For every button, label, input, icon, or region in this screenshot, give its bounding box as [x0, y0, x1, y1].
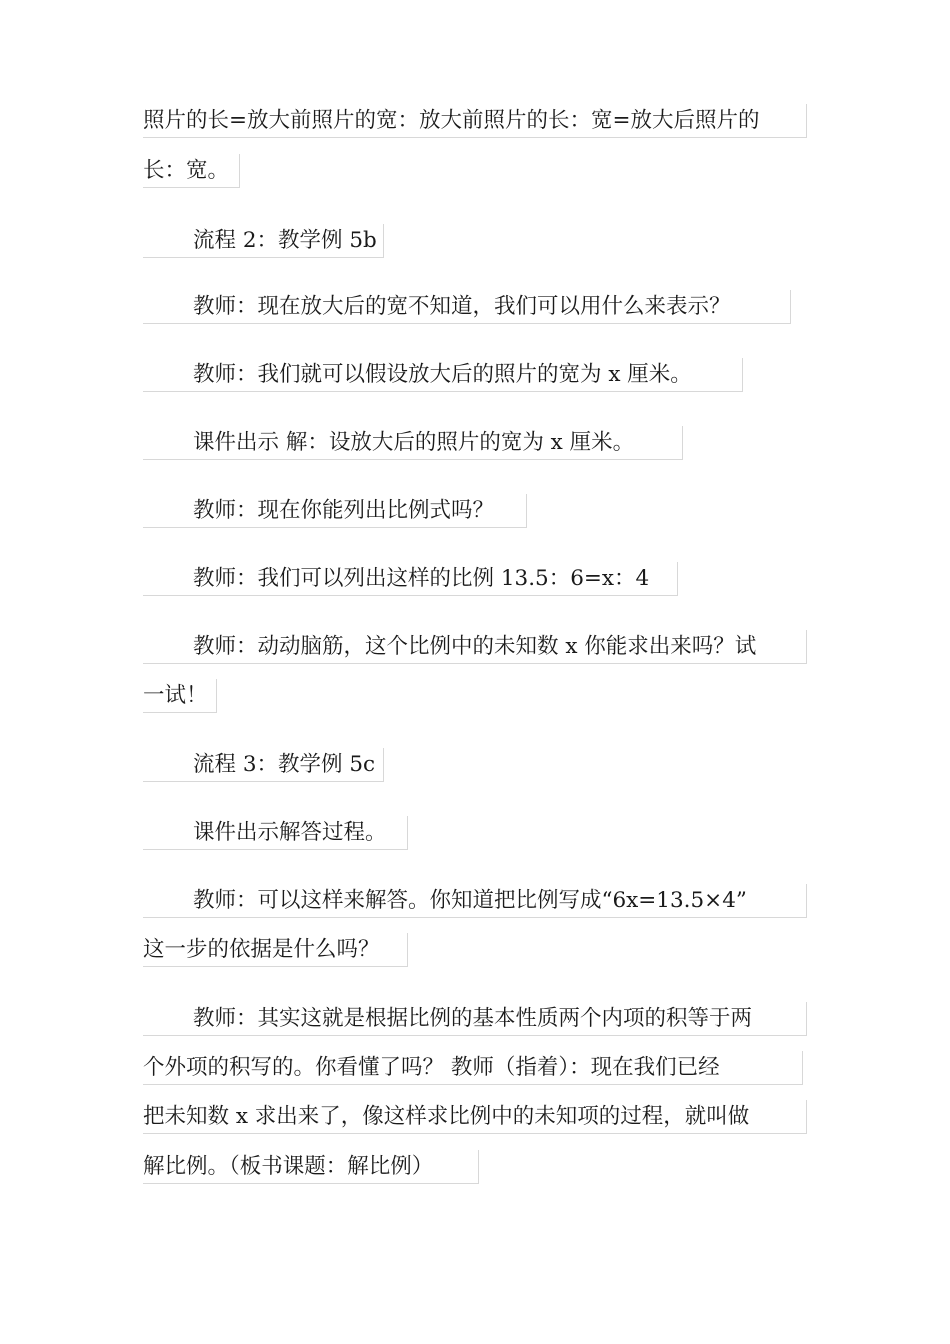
text-line: 这一步的依据是什么吗？ — [143, 933, 408, 967]
text-line: 教师：可以这样来解答。你知道把比例写成“6x=13.5×4” — [143, 884, 807, 918]
text-line: 教师：现在放大后的宽不知道，我们可以用什么来表示？ — [143, 290, 791, 324]
text-line: 课件出示 解：设放大后的照片的宽为 x 厘米。 — [143, 426, 683, 460]
text-line: 个外项的积写的。你看懂了吗？ 教师（指着）：现在我们已经 — [143, 1051, 803, 1085]
text-line: 解比例。（板书课题：解比例） — [143, 1150, 479, 1184]
text-line: 一试！ — [143, 679, 217, 713]
section-heading: 流程 2：教学例 5b — [143, 224, 384, 258]
text-line: 把未知数 x 求出来了，像这样求比例中的未知项的过程，就叫做 — [143, 1100, 807, 1134]
text-line: 教师：其实这就是根据比例的基本性质两个内项的积等于两 — [143, 1002, 807, 1036]
text-line: 长：宽。 — [143, 154, 240, 188]
text-line: 教师：现在你能列出比例式吗？ — [143, 494, 527, 528]
text-line: 教师：我们就可以假设放大后的照片的宽为 x 厘米。 — [143, 358, 743, 392]
section-heading: 流程 3：教学例 5c — [143, 748, 384, 782]
text-line: 课件出示解答过程。 — [143, 816, 408, 850]
text-line: 照片的长=放大前照片的宽：放大前照片的长：宽=放大后照片的 — [143, 104, 807, 138]
text-line: 教师：我们可以列出这样的比例 13.5：6=x：4 — [143, 562, 678, 596]
text-line: 教师：动动脑筋，这个比例中的未知数 x 你能求出来吗？试 — [143, 630, 807, 664]
